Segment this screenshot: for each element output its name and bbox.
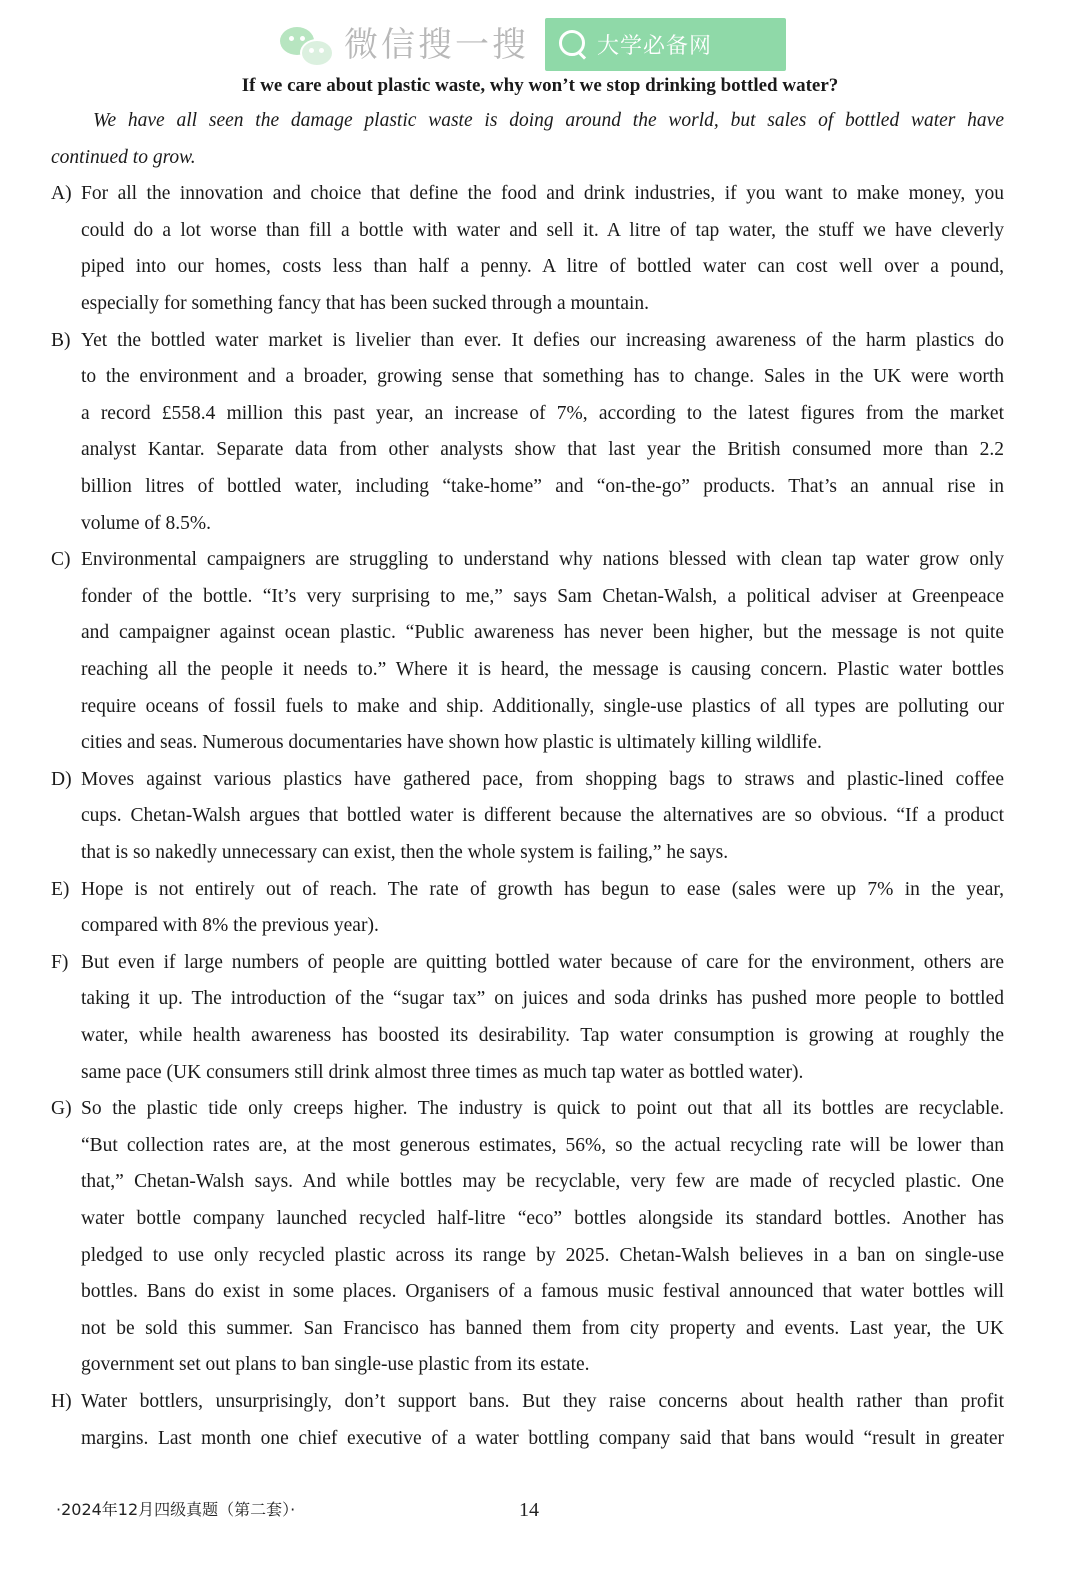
watermark [278, 18, 529, 72]
paragraph-line: could do a lot worse than fill a bottle with water and sell it. A litre of tap water, the stuff we have cleverly [81, 220, 1004, 241]
paragraph-line: margins. Last month one chief executive of a water bottling company said that bans would “result in greater [81, 1428, 1004, 1449]
paragraph-line: that,” Chetan-Walsh says. And while bottles may be recyclable, very few are made of recycled plastic. One [81, 1171, 1004, 1192]
intro-line: continued to grow. [51, 147, 196, 168]
paragraph-line: piped into our homes, costs less than half a penny. A litre of bottled water can cost well over a pound, [81, 256, 1004, 277]
paragraph-line: not be sold this summer. San Francisco has banned them from city property and events. Last year, the UK [81, 1318, 1004, 1339]
watermark-search-label: 大学必备网 [597, 34, 713, 59]
paragraph-line: water bottle company launched recycled half-litre “eco” bottles alongside its standard bottles. Another has [81, 1208, 1004, 1229]
paragraph-line: Moves against various plastics have gathered pace, from shopping bags to straws and plastic-lined coffee [81, 769, 1004, 790]
paragraph-line: reaching all the people it needs to.” Where it is heard, the message is causing concern. Plastic water bottles [81, 659, 1004, 680]
paragraph-line: “But collection rates are, at the most generous estimates, 56%, so the actual recycling rate will be lower than [81, 1135, 1004, 1156]
paragraph-line: government set out plans to ban single-use plastic from its estate. [81, 1354, 590, 1375]
search-icon [557, 28, 591, 62]
wechat-logo-icon [278, 23, 336, 67]
article-title: If we care about plastic waste, why won’t we stop drinking bottled water? [241, 75, 839, 96]
paragraph-line: require oceans of fossil fuels to make and ship. Additionally, single-use plastics of all types are polluting our [81, 696, 1004, 717]
paragraph-line: cities and seas. Numerous documentaries have shown how plastic is ultimately killing wildlife. [81, 732, 822, 753]
watermark-text: 微信搜一搜 [344, 25, 529, 65]
paragraph-line: that is so nakedly unnecessary can exist, then the whole system is failing,” he says. [81, 842, 729, 863]
page-number: 14 [519, 1499, 539, 1521]
paragraph-letter: C) [51, 549, 71, 570]
paragraph-letter: E) [51, 879, 70, 900]
paragraph-line: For all the innovation and choice that define the food and drink industries, if you want to make money, you [81, 183, 1004, 204]
watermark-search-box[interactable] [545, 18, 786, 71]
paragraph-letter: G) [51, 1098, 72, 1119]
paragraph-line: volume of 8.5%. [81, 513, 211, 534]
paragraph-line: billion litres of bottled water, including “take-home” and “on-the-go” products. That’s an annual rise in [81, 476, 1004, 497]
paragraph-line: same pace (UK consumers still drink almost three times as much tap water as bottled water). [81, 1062, 804, 1083]
intro-line: We have all seen the damage plastic waste is doing around the world, but sales of bottled water have [93, 110, 1004, 131]
paragraph-line: and campaigner against ocean plastic. “Public awareness has never been higher, but the message is not quite [81, 622, 1004, 643]
paragraph-line: water, while health awareness has boosted its desirability. Tap water consumption is growing at roughly the [81, 1025, 1004, 1046]
paragraph-letter: B) [51, 330, 71, 351]
paragraph-line: cups. Chetan-Walsh argues that bottled water is different because the alternatives are so obvious. “If a product [81, 805, 1004, 826]
paragraph-line: taking it up. The introduction of the “sugar tax” on juices and soda drinks has pushed more people to bottled [81, 988, 1004, 1009]
paragraph-line: compared with 8% the previous year). [81, 915, 379, 936]
paragraph-letter: D) [51, 769, 72, 790]
paragraph-line: fonder of the bottle. “It’s very surprising to me,” says Sam Chetan-Walsh, a political adviser at Greenpeace [81, 586, 1004, 607]
paragraph-line: a record £558.4 million this past year, an increase of 7%, according to the latest figures from the market [81, 403, 1004, 424]
paragraph-line: pledged to use only recycled plastic across its range by 2025. Chetan-Walsh believes in a ban on single-use [81, 1245, 1004, 1266]
paragraph-letter: H) [51, 1391, 72, 1412]
exam-label: ·2024年12月四级真题（第二套）· [56, 1500, 296, 1519]
paragraph-line: Hope is not entirely out of reach. The rate of growth has begun to ease (sales were up 7% in the year, [81, 879, 1004, 900]
paragraph-line: So the plastic tide only creeps higher. The industry is quick to point out that all its bottles are recyclable. [81, 1098, 1004, 1119]
paragraph-letter: A) [51, 183, 72, 204]
paragraph-line: especially for something fancy that has been sucked through a mountain. [81, 293, 650, 314]
paragraph-line: But even if large numbers of people are quitting bottled water because of care for the environment, others are [81, 952, 1004, 973]
paragraph-line: bottles. Bans do exist in some places. Organisers of a famous music festival announced that water bottles will [81, 1281, 1004, 1302]
paragraph-letter: F) [51, 952, 69, 973]
paragraph-line: Environmental campaigners are struggling to understand why nations blessed with clean tap water grow only [81, 549, 1004, 570]
paragraph-line: to the environment and a broader, growing sense that something has to change. Sales in the UK were worth [81, 366, 1004, 387]
paragraph-line: Water bottlers, unsurprisingly, don’t support bans. But they raise concerns about health rather than profit [81, 1391, 1004, 1412]
paragraph-line: analyst Kantar. Separate data from other analysts show that last year the British consumed more than 2.2 [81, 439, 1004, 460]
paragraph-line: Yet the bottled water market is livelier than ever. It defies our increasing awareness of the harm plastics do [81, 330, 1004, 351]
